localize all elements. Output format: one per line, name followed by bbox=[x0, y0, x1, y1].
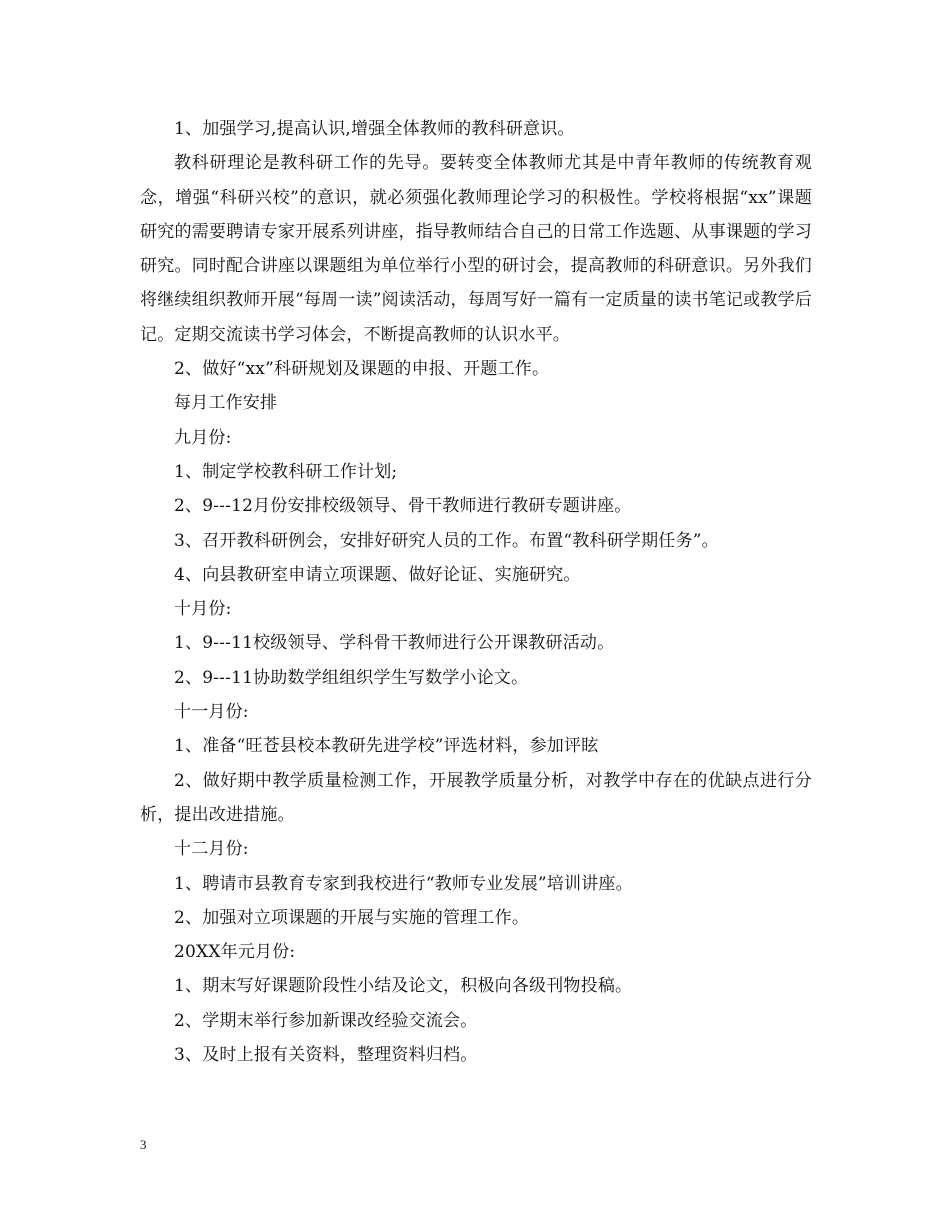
list-item-october-2: 2、9---11协助数学组组织学生写数学小论文。 bbox=[174, 667, 529, 688]
list-item-january-3: 3、及时上报有关资料，整理资料归档。 bbox=[174, 1045, 478, 1066]
list-item-december-1: 1、聘请市县教育专家到我校进行“教师专业发展”培训讲座。 bbox=[174, 873, 633, 894]
list-item-december-2: 2、加强对立项课题的开展与实施的管理工作。 bbox=[174, 907, 530, 928]
section-heading-monthly-plan: 每月工作安排 bbox=[174, 393, 278, 414]
list-item-january-2: 2、学期末举行参加新课改经验交流会。 bbox=[174, 1010, 478, 1031]
month-heading-november: 十一月份: bbox=[174, 702, 249, 723]
paragraph-1: 1、加强学习,提高认识,增强全体教师的教科研意识。 bbox=[174, 119, 575, 139]
paragraph-3: 2、做好“xx”科研规划及课题的申报、开题工作。 bbox=[174, 359, 550, 380]
list-item-september-1: 1、制定学校教科研工作计划; bbox=[174, 461, 398, 482]
month-heading-october: 十月份: bbox=[174, 599, 232, 620]
list-item-october-1: 1、9---11校级领导、学科骨干教师进行公开课教研活动。 bbox=[174, 633, 615, 654]
list-item-september-2: 2、9---12月份安排校级领导、骨干教师进行教研专题讲座。 bbox=[174, 496, 632, 517]
month-heading-january: 20XX年元月份: bbox=[174, 942, 296, 963]
page-number: 3 bbox=[140, 1137, 147, 1152]
month-heading-december: 十二月份: bbox=[174, 839, 249, 860]
list-item-november-1: 1、准备“旺苍县校本教研先进学校”评选材料，参加评眩 bbox=[174, 736, 599, 757]
list-item-september-4: 4、向县教研室申请立项课题、做好论证、实施研究。 bbox=[174, 564, 581, 585]
list-item-september-3: 3、召开教科研例会，安排好研究人员的工作。布置“教科研学期任务”。 bbox=[174, 530, 719, 551]
month-heading-september: 九月份: bbox=[174, 427, 232, 448]
list-item-january-1: 1、期末写好课题阶段性小结及论文，积极向各级刊物投稿。 bbox=[174, 976, 633, 997]
document-body bbox=[140, 112, 812, 1072]
paragraph-2: 教科研理论是教科研工作的先导。要转变全体教师尤其是中青年教师的传统教育观念，增强“科研兴校”的意识，就必须强化教师理论学习的积极性。学校将根据“xx”课题研究的需要聘请专家开展系列讲座，指导教师结合自己的日常工作选题、从事课题的学习研究。同时配合讲座以课题组为单位举行小型的研讨会，提高教师的科研意识。另外我们将继续组织教师开展“每周一读”阅读活动，每周写好一篇有一定质量的读书笔记或教学后记。定期交流读书学习体会，不断提高教师的认识水平。 bbox=[140, 153, 812, 345]
list-item-november-2: 2、做好期中教学质量检测工作，开展教学质量分析，对教学中存在的优缺点进行分析，提出改进措施。 bbox=[140, 770, 812, 825]
